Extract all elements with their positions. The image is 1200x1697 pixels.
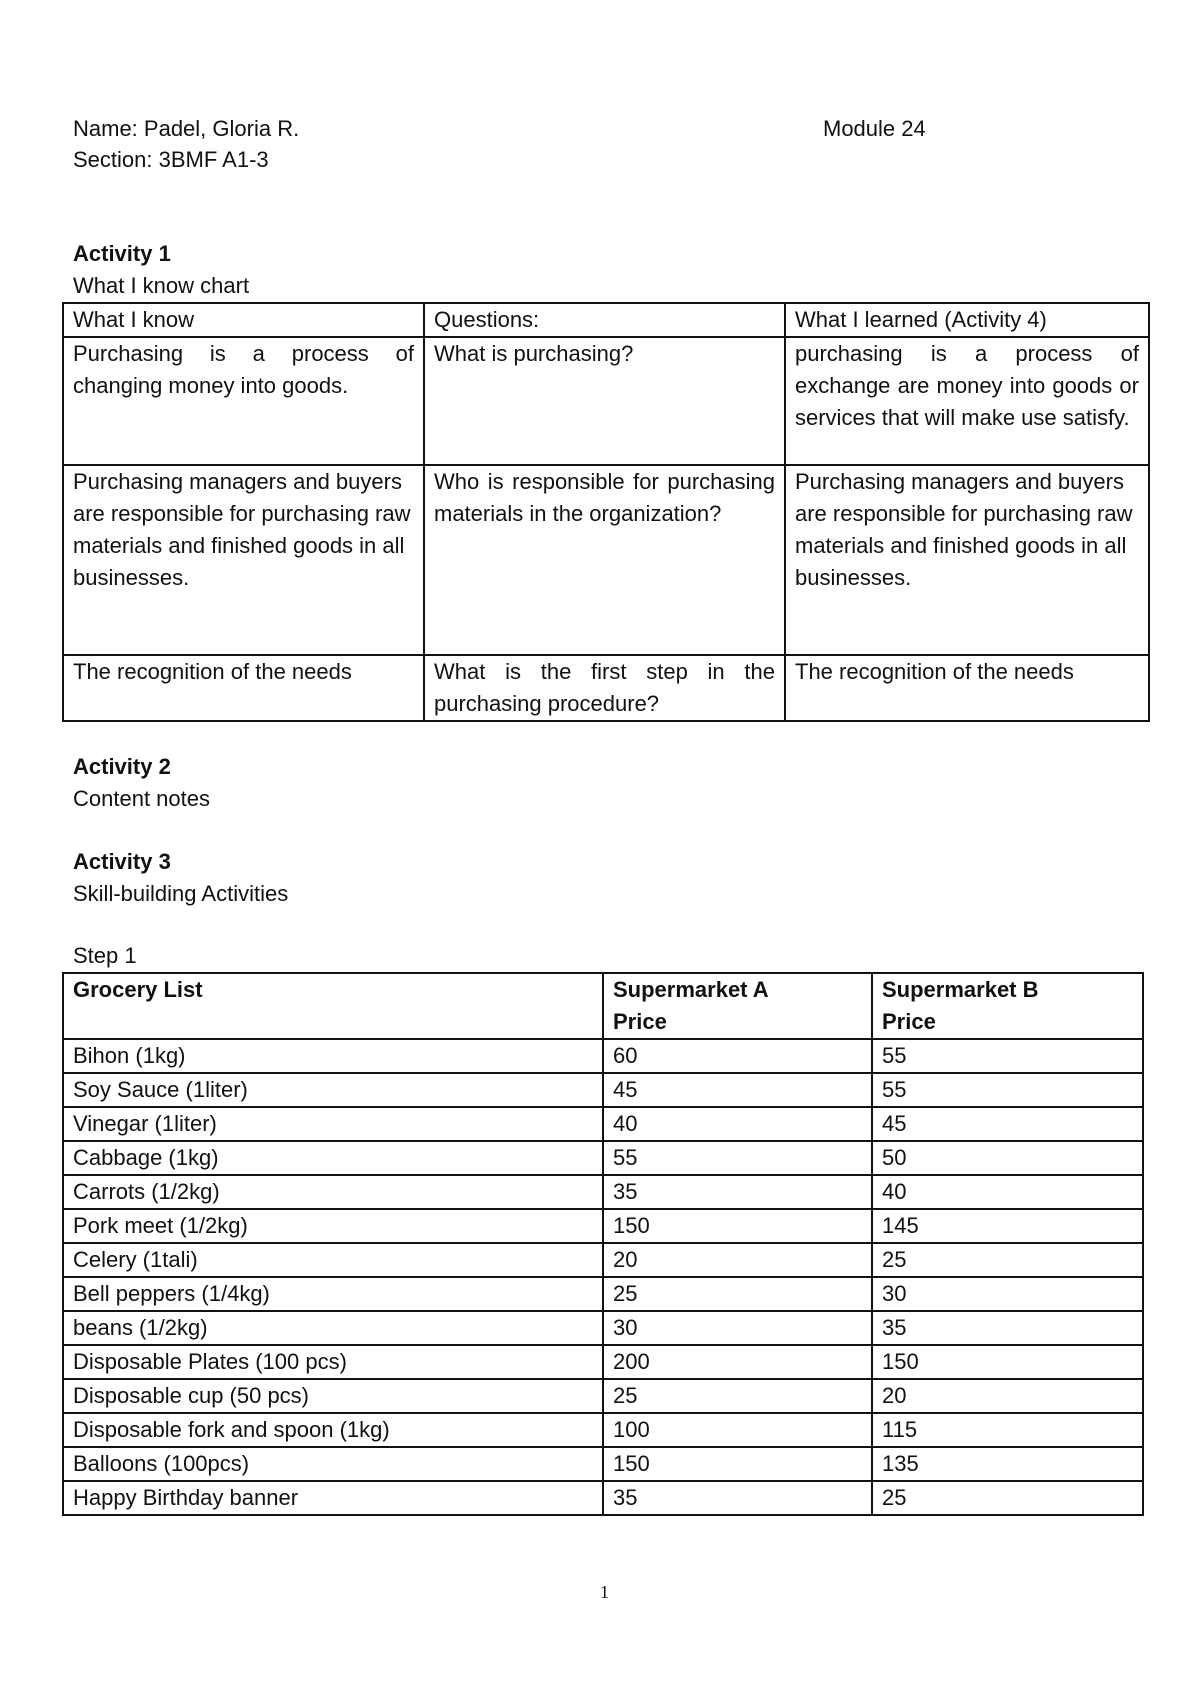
supermarket-b-price-cell: 30 [872,1277,1143,1311]
student-name: Name: Padel, Gloria R. [73,116,300,141]
supermarket-b-price-cell: 25 [872,1481,1143,1515]
grocery-row [63,1345,1143,1379]
chart-cell: Purchasing managers and buyers are responsible for purchasing raw materials and finished goods in all businesses. [63,465,424,655]
supermarket-a-price-cell: 35 [603,1175,872,1209]
section-label: Section: 3BMF A1-3 [73,147,269,172]
activity2-title: Activity 2 [73,754,171,779]
grocery-item-cell: Soy Sauce (1liter) [63,1073,603,1107]
supermarket-b-price-cell: 145 [872,1209,1143,1243]
supermarket-b-price-cell: 50 [872,1141,1143,1175]
supermarket-a-price-cell: 55 [603,1141,872,1175]
supermarket-b-price-cell: 25 [872,1243,1143,1277]
chart-cell: What is purchasing? [424,337,785,465]
grocery-price-table [62,972,1144,1516]
grocery-row [63,1379,1143,1413]
grocery-row [63,1039,1143,1073]
grocery-item-cell: Celery (1tali) [63,1243,603,1277]
grocery-item-cell: Cabbage (1kg) [63,1141,603,1175]
supermarket-a-price-cell: 60 [603,1039,872,1073]
grocery-row [63,1107,1143,1141]
supermarket-b-price-cell: 35 [872,1311,1143,1345]
grocery-row [63,1481,1143,1515]
chart-header-row [63,303,1149,337]
chart-header-cell: What I know [63,303,424,337]
supermarket-a-price-cell: 25 [603,1277,872,1311]
grocery-row [63,1243,1143,1277]
chart-row [63,465,1149,655]
supermarket-a-price-cell: 20 [603,1243,872,1277]
activity3-title: Activity 3 [73,849,171,874]
chart-cell: purchasing is a process of exchange are money into goods or services that will make use satisfy. [785,337,1149,465]
supermarket-a-price-cell: 150 [603,1447,872,1481]
supermarket-a-price-cell: 45 [603,1073,872,1107]
grocery-item-cell: Happy Birthday banner [63,1481,603,1515]
activity1-subtitle: What I know chart [73,273,250,298]
supermarket-a-price-cell: 40 [603,1107,872,1141]
grocery-row [63,1141,1143,1175]
module-label: Module 24 [823,116,926,141]
supermarket-b-price-cell: 45 [872,1107,1143,1141]
page-number: 1 [600,1582,609,1602]
grocery-item-cell: Bihon (1kg) [63,1039,603,1073]
grocery-header-row [63,973,1143,1039]
grocery-item-cell: Balloons (100pcs) [63,1447,603,1481]
supermarket-b-price-cell: 150 [872,1345,1143,1379]
grocery-row [63,1175,1143,1209]
grocery-item-cell: Carrots (1/2kg) [63,1175,603,1209]
grocery-item-cell: Disposable Plates (100 pcs) [63,1345,603,1379]
supermarket-a-price-cell: 200 [603,1345,872,1379]
chart-header-cell: What I learned (Activity 4) [785,303,1149,337]
chart-cell: Purchasing is a process of changing money into goods. [63,337,424,465]
grocery-item-cell: Vinegar (1liter) [63,1107,603,1141]
grocery-row [63,1447,1143,1481]
supermarket-b-price-cell: 20 [872,1379,1143,1413]
grocery-row [63,1277,1143,1311]
grocery-item-cell: beans (1/2kg) [63,1311,603,1345]
grocery-header-cell: Grocery List [63,973,603,1039]
chart-cell: What is the first step in the purchasing procedure? [424,655,785,721]
grocery-row [63,1311,1143,1345]
grocery-item-cell: Disposable cup (50 pcs) [63,1379,603,1413]
chart-row [63,655,1149,721]
grocery-header-cell: Supermarket B Price [872,973,1143,1039]
supermarket-a-price-cell: 25 [603,1379,872,1413]
activity1-title: Activity 1 [73,241,171,266]
chart-cell: Who is responsible for purchasing materials in the organization? [424,465,785,655]
chart-header-cell: Questions: [424,303,785,337]
supermarket-a-price-cell: 35 [603,1481,872,1515]
activity2-subtitle: Content notes [73,786,210,811]
chart-cell: The recognition of the needs [63,655,424,721]
supermarket-a-price-cell: 30 [603,1311,872,1345]
grocery-rows [63,1039,1143,1515]
grocery-row [63,1073,1143,1107]
supermarket-b-price-cell: 40 [872,1175,1143,1209]
supermarket-b-price-cell: 55 [872,1073,1143,1107]
grocery-item-cell: Bell peppers (1/4kg) [63,1277,603,1311]
grocery-row [63,1209,1143,1243]
supermarket-a-price-cell: 100 [603,1413,872,1447]
what-i-know-chart [62,302,1150,722]
chart-row [63,337,1149,465]
activity3-subtitle: Skill-building Activities [73,881,289,906]
grocery-item-cell: Disposable fork and spoon (1kg) [63,1413,603,1447]
grocery-header-cell: Supermarket A Price [603,973,872,1039]
supermarket-a-price-cell: 150 [603,1209,872,1243]
chart-cell: Purchasing managers and buyers are responsible for purchasing raw materials and finished goods in all businesses. [785,465,1149,655]
supermarket-b-price-cell: 135 [872,1447,1143,1481]
grocery-row [63,1413,1143,1447]
step-label: Step 1 [73,943,137,968]
supermarket-b-price-cell: 55 [872,1039,1143,1073]
chart-cell: The recognition of the needs [785,655,1149,721]
supermarket-b-price-cell: 115 [872,1413,1143,1447]
grocery-item-cell: Pork meet (1/2kg) [63,1209,603,1243]
